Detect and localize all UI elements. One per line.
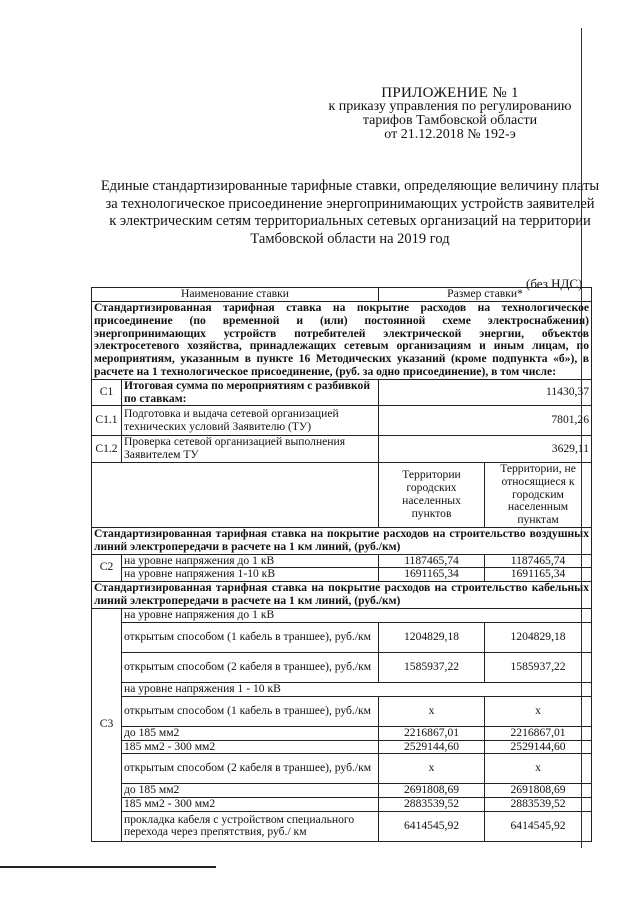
appendix-line-2: тарифов Тамбовской области [362,113,538,128]
rates-table [91,287,592,842]
footnote-line [0,866,216,868]
row-value-rural: 2216867,01 [485,726,592,740]
row-value: 7801,26 [379,406,592,436]
table-row [92,784,592,798]
col-rural: Территории, не относящиеся к городским населенным пунктам [485,462,592,527]
row-value-rural: 2691808,69 [485,784,592,798]
row-value-rural: 1187465,74 [485,554,592,568]
header-size: Размер ставки* [379,288,592,302]
row-label: на уровне напряжения 1-10 кВ [122,568,379,582]
appendix-line-3: от 21.12.2018 № 192-э [384,127,516,142]
c2-section-text: Стандартизированная тарифная ставка на покрытие расходов на строительство воздушных линий электропередачи в расчете на 1 км линий, (руб./км) [92,527,592,554]
row-label: Проверка сетевой организацией выполнения Заявителем ТУ [122,436,379,463]
row-value: 3629,11 [379,436,592,463]
appendix-title: ПРИЛОЖЕНИЕ № 1 [381,85,519,101]
row-value-rural: 1585937,22 [485,652,592,682]
row-value-rural: 6414545,92 [485,811,592,841]
row-label: открытым способом (2 кабеля в траншее), руб./км [122,652,379,682]
row-value-urban: 2883539,52 [379,798,485,812]
title-line-3: к электрическим сетям территориальных сетевых организаций на территории [109,213,591,229]
document-title [90,178,610,248]
table-row [92,568,592,582]
row-value-urban: 6414545,92 [379,811,485,841]
row-value-rural: 2883539,52 [485,798,592,812]
table-header-row [92,288,592,302]
vat-note: (без НДС) [526,276,583,291]
table-row [92,608,592,622]
title-line-1: Единые стандартизированные тарифные ставки, определяющие величину платы [100,178,600,194]
row-value-rural: 1204829,18 [485,622,592,652]
table-row [92,696,592,726]
empty-cell [92,462,379,527]
row-value-urban: 2216867,01 [379,726,485,740]
row-value-urban: 2529144,60 [379,740,485,754]
row-label: Подготовка и выдача сетевой организацией технических условий Заявителю (ТУ) [122,406,379,436]
table-row [92,811,592,841]
table-row [92,754,592,784]
row-value-rural: x [485,696,592,726]
c3-section-row [92,582,592,609]
row-value-urban: x [379,696,485,726]
table-row [92,652,592,682]
table-row [92,436,592,463]
row-value-urban: 1691165,34 [379,568,485,582]
row-label: 185 мм2 - 300 мм2 [122,798,379,812]
row-value-urban: 2691808,69 [379,784,485,798]
table-row [92,726,592,740]
col-urban: Территории городских населенных пунктов [379,462,485,527]
c3-section-text: Стандартизированная тарифная ставка на покрытие расходов на строительство кабельных линий электропередачи в расчете на 1 км линий, (руб./км) [92,582,592,609]
row-label: 185 мм2 - 300 мм2 [122,740,379,754]
table-row [92,622,592,652]
row-code: С1 [92,379,122,406]
row-value-urban: 1187465,74 [379,554,485,568]
row-label: прокладка кабеля с устройством специального перехода через препятствия, руб./ км [122,811,379,841]
row-value: 11430,37 [379,379,592,406]
c2-section-row [92,527,592,554]
row-value-rural: 2529144,60 [485,740,592,754]
title-line-2: за технологическое присоединение энергопринимающих устройств заявителей [105,195,595,212]
table-row [92,682,592,696]
row-code: С1.2 [92,436,122,463]
row-label: открытым способом (2 кабеля в траншее), руб./км [122,754,379,784]
row-value-rural: 1691165,34 [485,568,592,582]
c2-code: С2 [92,554,122,582]
row-value-rural: x [485,754,592,784]
table-row [92,379,592,406]
table-row [92,406,592,436]
level-label: на уровне напряжения до 1 кВ [122,608,592,622]
row-label: открытым способом (1 кабель в траншее), руб./км [122,622,379,652]
header-name: Наименование ставки [92,288,379,302]
row-label: Итоговая сумма по мероприятиям с разбивкой по ставкам: [122,379,379,406]
table-row [92,554,592,568]
row-value-urban: x [379,754,485,784]
table-row [92,740,592,754]
c-section-row [92,301,592,379]
row-label: на уровне напряжения до 1 кВ [122,554,379,568]
row-value-urban: 1585937,22 [379,652,485,682]
title-line-4: Тамбовской области на 2019 год [250,230,450,247]
row-value-urban: 1204829,18 [379,622,485,652]
appendix-header [300,86,600,142]
row-label: до 185 мм2 [122,784,379,798]
appendix-line-1: к приказу управления по регулированию [328,99,572,114]
territory-header-row [92,462,592,527]
row-code: С1.1 [92,406,122,436]
c3-code: С3 [92,608,122,841]
c-section-text: Стандартизированная тарифная ставка на покрытие расходов на технологическое присоединение (по временной и (или) постоянной схеме электроснабжения) энергопринимающих устройств потребителей электрической энергии, объектов электросетевого хозяйства, принадлежащих сетевым организациям и иным лицам, по мероприятиям, указанным в пункте 16 Методических указаний (кроме подпункта «б»), в расчете на 1 технологическое присоединение, (руб. за одно присоединение), в том числе: [92,301,592,379]
row-label: открытым способом (1 кабель в траншее), руб./км [122,696,379,726]
table-row [92,798,592,812]
row-label: до 185 мм2 [122,726,379,740]
level-label: на уровне напряжения 1 - 10 кВ [122,682,592,696]
